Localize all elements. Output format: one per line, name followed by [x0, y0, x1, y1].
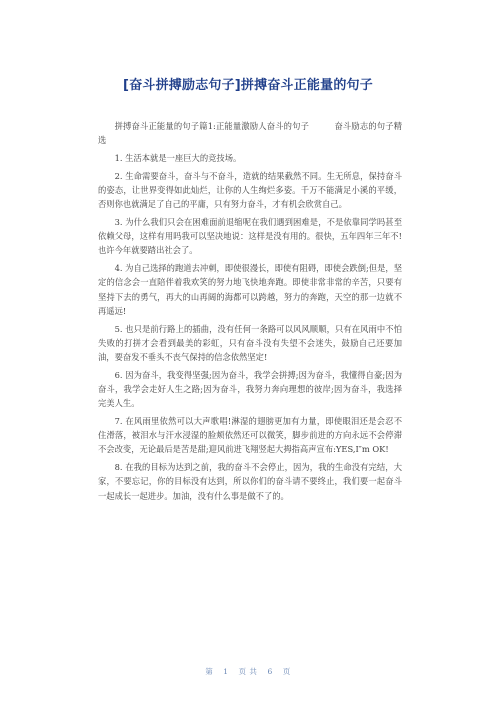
document-title: [奋斗拼搏励志句子]拼搏奋斗正能量的句子 — [123, 78, 373, 93]
footer-label-after: 页 — [282, 667, 291, 676]
page-footer — [0, 666, 496, 677]
list-item-4: 4. 为自己选择的跑道去冲刺，即使很漫长，即使有阻碍，即使会跌倒;但是，坚定的信念会一直陪伴着我欢笑的努力地飞快地奔跑。即使非常非常的辛苦，只要有坚持下去的勇气，再大的山再阔的海都可以跨越，努力的奔跑，天空的那一边就不再遥远! — [98, 263, 402, 316]
list-item-8: 8. 在我的目标为达到之前，我的奋斗不会停止，因为，我的生命没有完结，大家，不要忘记，你的目标没有达到，所以你们的奋斗请不要终止，我们要一起奋斗一起成长一起进步。加油，没有什么事是做不了的。 — [98, 462, 402, 501]
footer-label-middle: 页 共 — [238, 667, 258, 676]
list-item-7: 7. 在风雨里依然可以大声歌唱!淋湿的翅膀更加有力量，即使眼泪还是会忍不住滑落，被泪水与汗水浸湿的脸颊依然还可以微笑，脚步前进的方向永远不会停滞不会改变，无论最后是苦是甜;迎风前进飞翔竖起大拇指高声宣布:YES,I″m OK! — [98, 416, 402, 455]
footer-label-before: 第 — [205, 667, 214, 676]
footer-page-number: 1 — [223, 667, 229, 676]
list-item-5: 5. 也只是前行路上的插曲，没有任何一条路可以风风顺顺，只有在风雨中不怕失败的打拼才会看到最美的彩虹，只有奋斗没有失望不会迷失，鼓励自己还要加油，要奋发不垂头不丧气保持的信念依然坚定! — [98, 323, 402, 363]
footer-total-pages: 6 — [267, 667, 273, 676]
list-item-2: 2. 生命需要奋斗，奋斗与不奋斗，造就的结果截然不同。生无所息，保持奋斗的姿态，让世界变得如此灿烂，让你的人生绚烂多姿。千万不能满足小溪的平缓，否则你也就满足了自己的平庸，只有努力奋斗，才有机会欣赏自己。 — [98, 170, 402, 210]
list-item-1: 1. 生活本就是一座巨大的竞技场。 — [114, 153, 242, 163]
list-item-6: 6. 因为奋斗，我变得坚强;因为奋斗，我学会拼搏;因为奋斗，我懂得自豪;因为奋斗，我学会走好人生之路;因为奋斗，我努力奔向理想的彼岸;因为奋斗，我选择完美人生。 — [98, 369, 402, 409]
document-body — [98, 119, 402, 506]
list-item-3: 3. 为什么我们只会在困难面前退缩呢在我们遇到困难是，不是依靠同学吗甚至依赖父母，这样有用吗我可以坚决地说：这样是没有用的。很快，五年四年三年不!也许今年就要踏出社会了。 — [98, 217, 402, 256]
intro-paragraph: 拼搏奋斗正能量的句子篇1:正能量激励人奋斗的句子 奋斗励志的句子精选 — [98, 121, 402, 146]
